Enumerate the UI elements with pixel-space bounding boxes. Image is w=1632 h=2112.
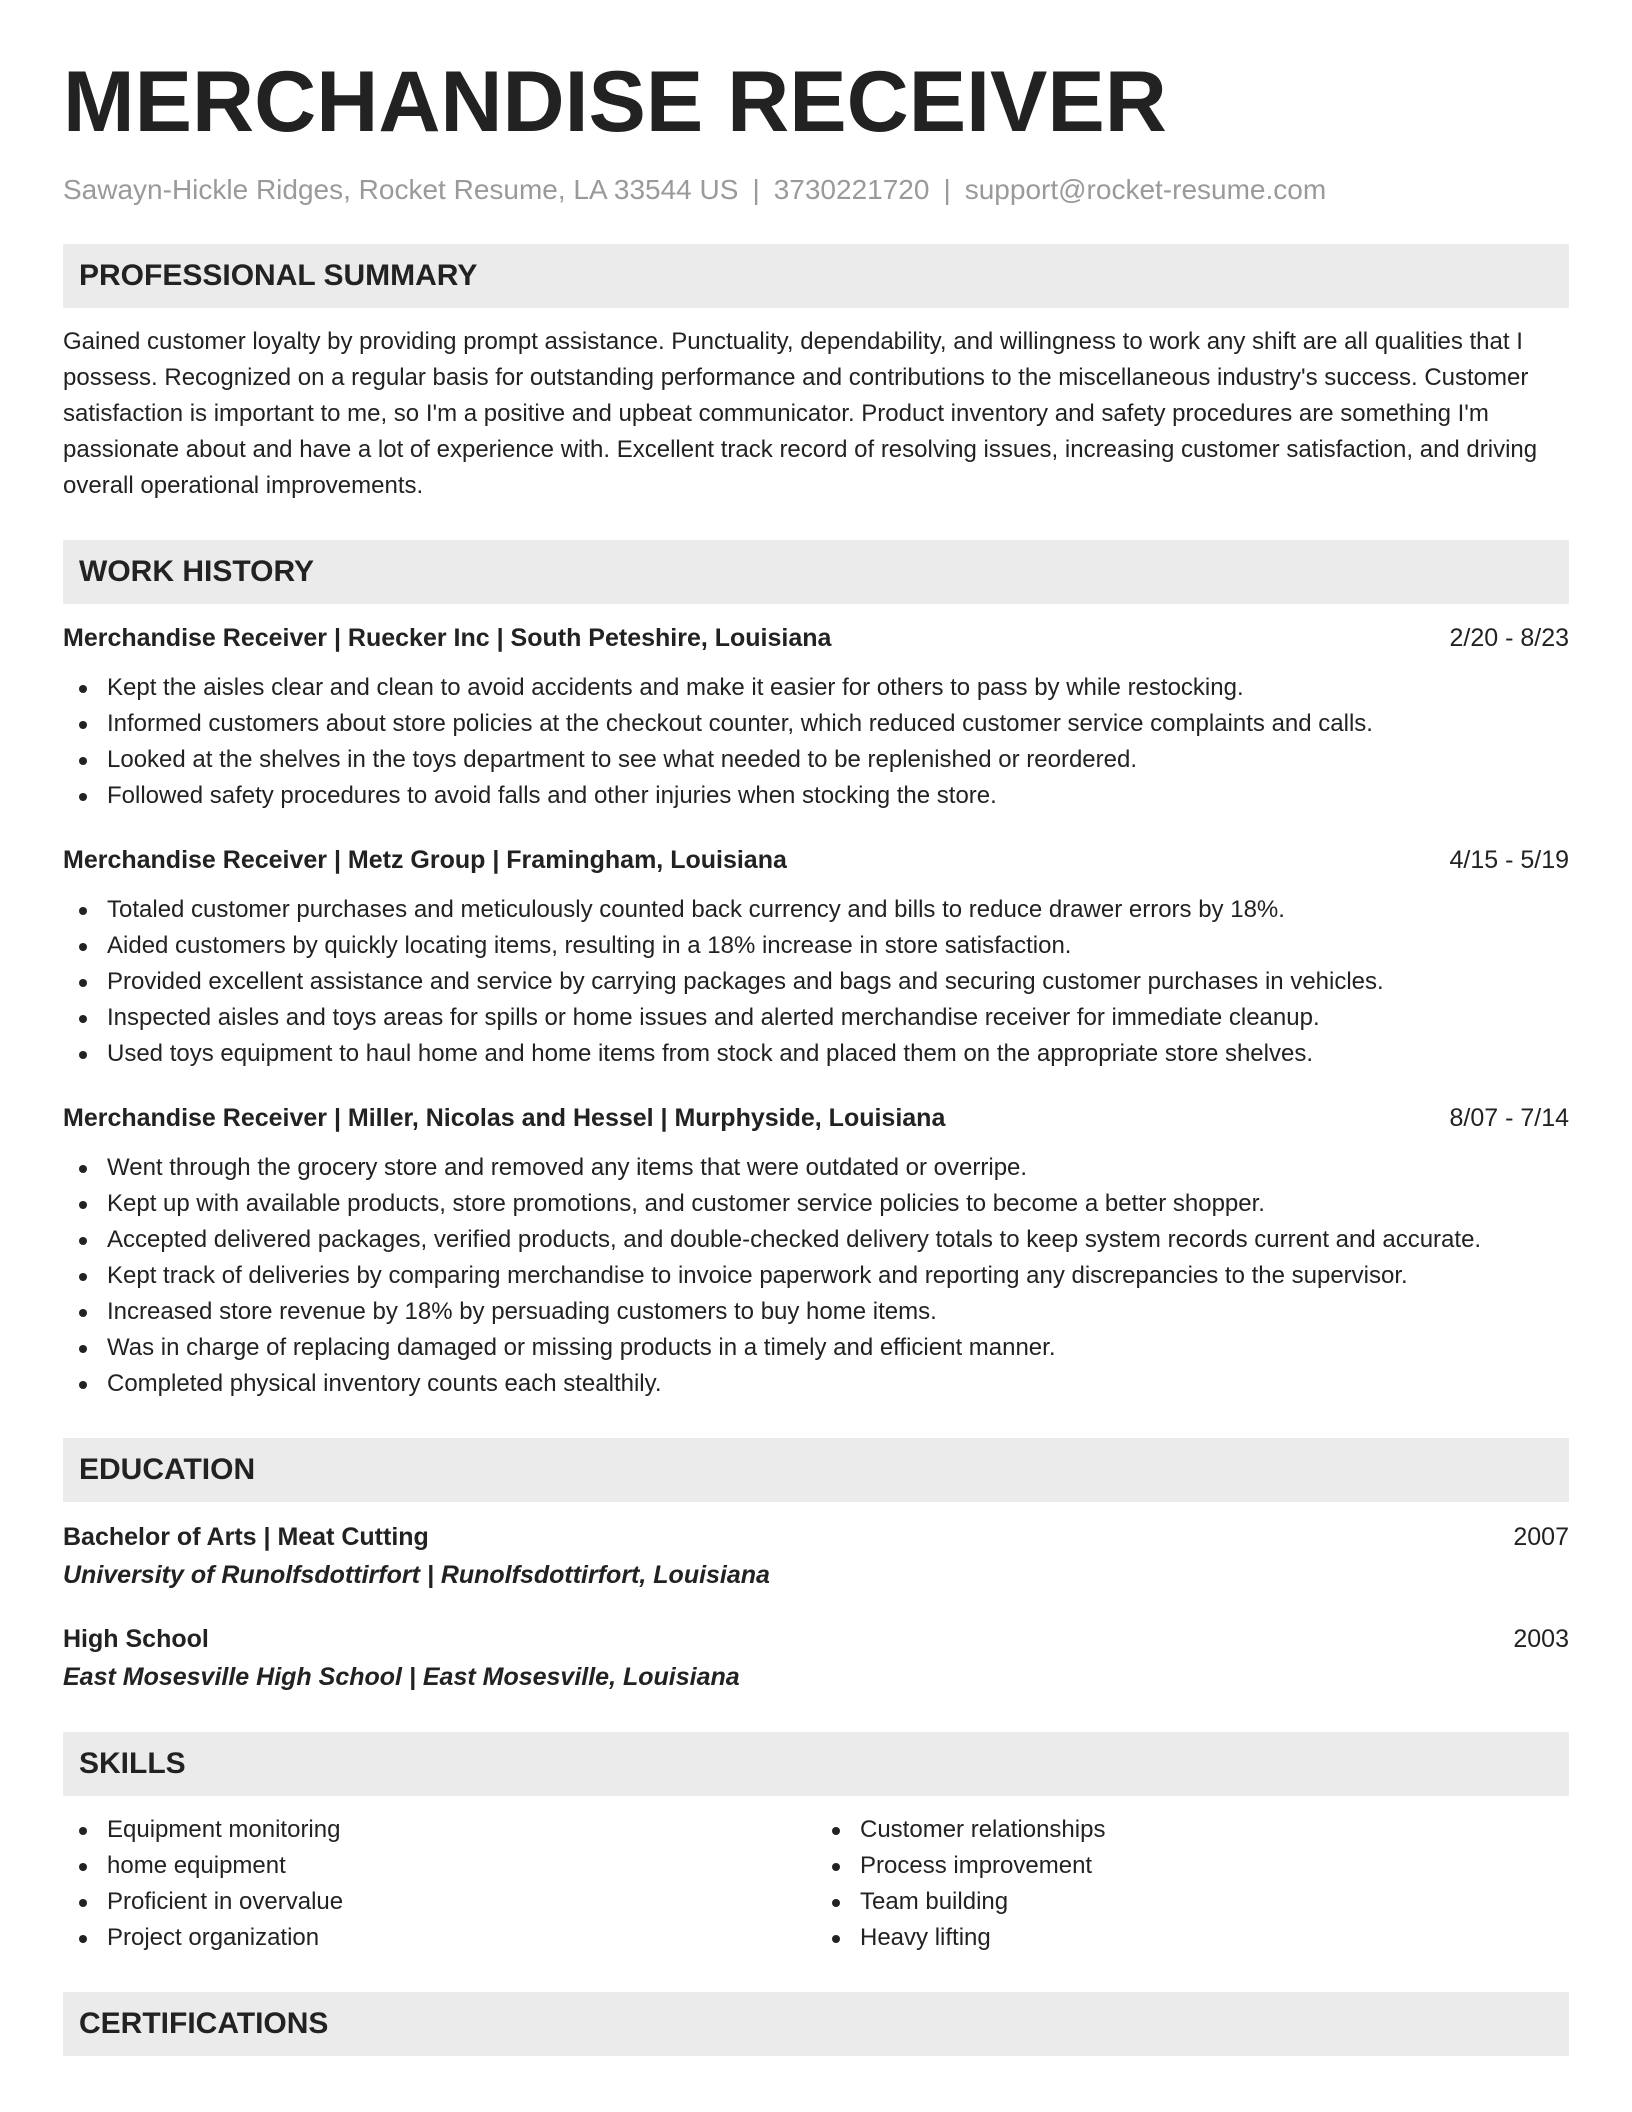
job-bullet: Totaled customer purchases and meticulously counted back currency and bills to reduce drawer errors by 18%.: [63, 892, 1569, 928]
job-bullet: Kept the aisles clear and clean to avoid accidents and make it easier for others to pass by while restocking.: [63, 670, 1569, 706]
education-year: 2003: [1513, 1625, 1569, 1653]
contact-separator: |: [943, 174, 951, 205]
section-header-summary: PROFESSIONAL SUMMARY: [63, 244, 1569, 308]
education-school: East Mosesville High School | East Mosesville, Louisiana: [63, 1663, 740, 1691]
job-header: [63, 1100, 1569, 1136]
job-bullet: Used toys equipment to haul home and home items from stock and placed them on the appropriate store shelves.: [63, 1036, 1569, 1072]
job-bullet: Provided excellent assistance and service by carrying packages and bags and securing customer purchases in vehicles.: [63, 964, 1569, 1000]
education-year: 2007: [1513, 1523, 1569, 1551]
contact-separator: |: [752, 174, 760, 205]
job-title: Merchandise Receiver | Metz Group | Framingham, Louisiana: [63, 846, 787, 874]
section-header-work-history: WORK HISTORY: [63, 540, 1569, 604]
contact-address: Sawayn-Hickle Ridges, Rocket Resume, LA 33544 US: [63, 174, 739, 205]
skill-item: Project organization: [63, 1920, 816, 1956]
contact-email: support@rocket-resume.com: [964, 174, 1327, 205]
job-dates: 8/07 - 7/14: [1449, 1104, 1569, 1132]
education-degree: High School: [63, 1625, 209, 1653]
job-dates: 2/20 - 8/23: [1449, 624, 1569, 652]
section-header-education: EDUCATION: [63, 1438, 1569, 1502]
job-entry: [63, 1100, 1569, 1402]
education-school: University of Runolfsdottirfort | Runolfsdottirfort, Louisiana: [63, 1561, 770, 1589]
section-header-certifications: CERTIFICATIONS: [63, 1992, 1569, 2056]
job-entry: [63, 620, 1569, 814]
skills-list-right: [816, 1812, 1569, 1956]
job-bullet: Increased store revenue by 18% by persuading customers to buy home items.: [63, 1294, 1569, 1330]
job-bullets: [63, 670, 1569, 814]
section-header-skills: SKILLS: [63, 1732, 1569, 1796]
job-header: [63, 620, 1569, 656]
job-bullet: Inspected aisles and toys areas for spills or home issues and alerted merchandise receiver for immediate cleanup.: [63, 1000, 1569, 1036]
job-bullet: Looked at the shelves in the toys department to see what needed to be replenished or reordered.: [63, 742, 1569, 778]
job-bullet: Completed physical inventory counts each stealthily.: [63, 1366, 1569, 1402]
job-bullet: Was in charge of replacing damaged or missing products in a timely and efficient manner.: [63, 1330, 1569, 1366]
skill-item: Team building: [816, 1884, 1569, 1920]
education-entry: [63, 1518, 1569, 1594]
contact-line: [63, 172, 1569, 208]
job-entry: [63, 842, 1569, 1072]
skill-item: Equipment monitoring: [63, 1812, 816, 1848]
summary-text: Gained customer loyalty by providing prompt assistance. Punctuality, dependability, and willingness to work any shift are all qualities that I possess. Recognized on a regular basis for outstanding performance and contributions to the miscellaneous industry's success. Customer satisfaction is important to me, so I'm a positive and upbeat communicator. Product inventory and safety procedures are something I'm passionate about and have a lot of experience with. Excellent track record of resolving issues, increasing customer satisfaction, and driving overall operational improvements.: [63, 328, 1538, 499]
education-entry: [63, 1620, 1569, 1696]
job-bullet: Accepted delivered packages, verified products, and double-checked delivery totals to keep system records current and accurate.: [63, 1222, 1569, 1258]
job-bullet: Kept track of deliveries by comparing merchandise to invoice paperwork and reporting any discrepancies to the supervisor.: [63, 1258, 1569, 1294]
job-title: Merchandise Receiver | Miller, Nicolas and Hessel | Murphyside, Louisiana: [63, 1104, 946, 1132]
skills-columns: [63, 1812, 1569, 1956]
job-bullet: Aided customers by quickly locating items, resulting in a 18% increase in store satisfaction.: [63, 928, 1569, 964]
job-dates: 4/15 - 5/19: [1449, 846, 1569, 874]
job-bullet: Followed safety procedures to avoid falls and other injuries when stocking the store.: [63, 778, 1569, 814]
job-bullets: [63, 1150, 1569, 1402]
skills-list-left: [63, 1812, 816, 1956]
job-bullets: [63, 892, 1569, 1072]
job-title: Merchandise Receiver | Ruecker Inc | South Peteshire, Louisiana: [63, 624, 832, 652]
skill-item: Heavy lifting: [816, 1920, 1569, 1956]
education-header: [63, 1518, 1569, 1556]
job-bullet: Kept up with available products, store promotions, and customer service policies to become a better shopper.: [63, 1186, 1569, 1222]
skill-item: home equipment: [63, 1848, 816, 1884]
job-bullet: Went through the grocery store and removed any items that were outdated or overripe.: [63, 1150, 1569, 1186]
job-bullet: Informed customers about store policies at the checkout counter, which reduced customer service complaints and calls.: [63, 706, 1569, 742]
contact-phone: 3730221720: [773, 174, 930, 205]
skill-item: Proficient in overvalue: [63, 1884, 816, 1920]
education-degree: Bachelor of Arts | Meat Cutting: [63, 1523, 429, 1551]
skill-item: Process improvement: [816, 1848, 1569, 1884]
candidate-name: MERCHANDISE RECEIVER: [63, 54, 1167, 150]
job-header: [63, 842, 1569, 878]
skill-item: Customer relationships: [816, 1812, 1569, 1848]
education-header: [63, 1620, 1569, 1658]
